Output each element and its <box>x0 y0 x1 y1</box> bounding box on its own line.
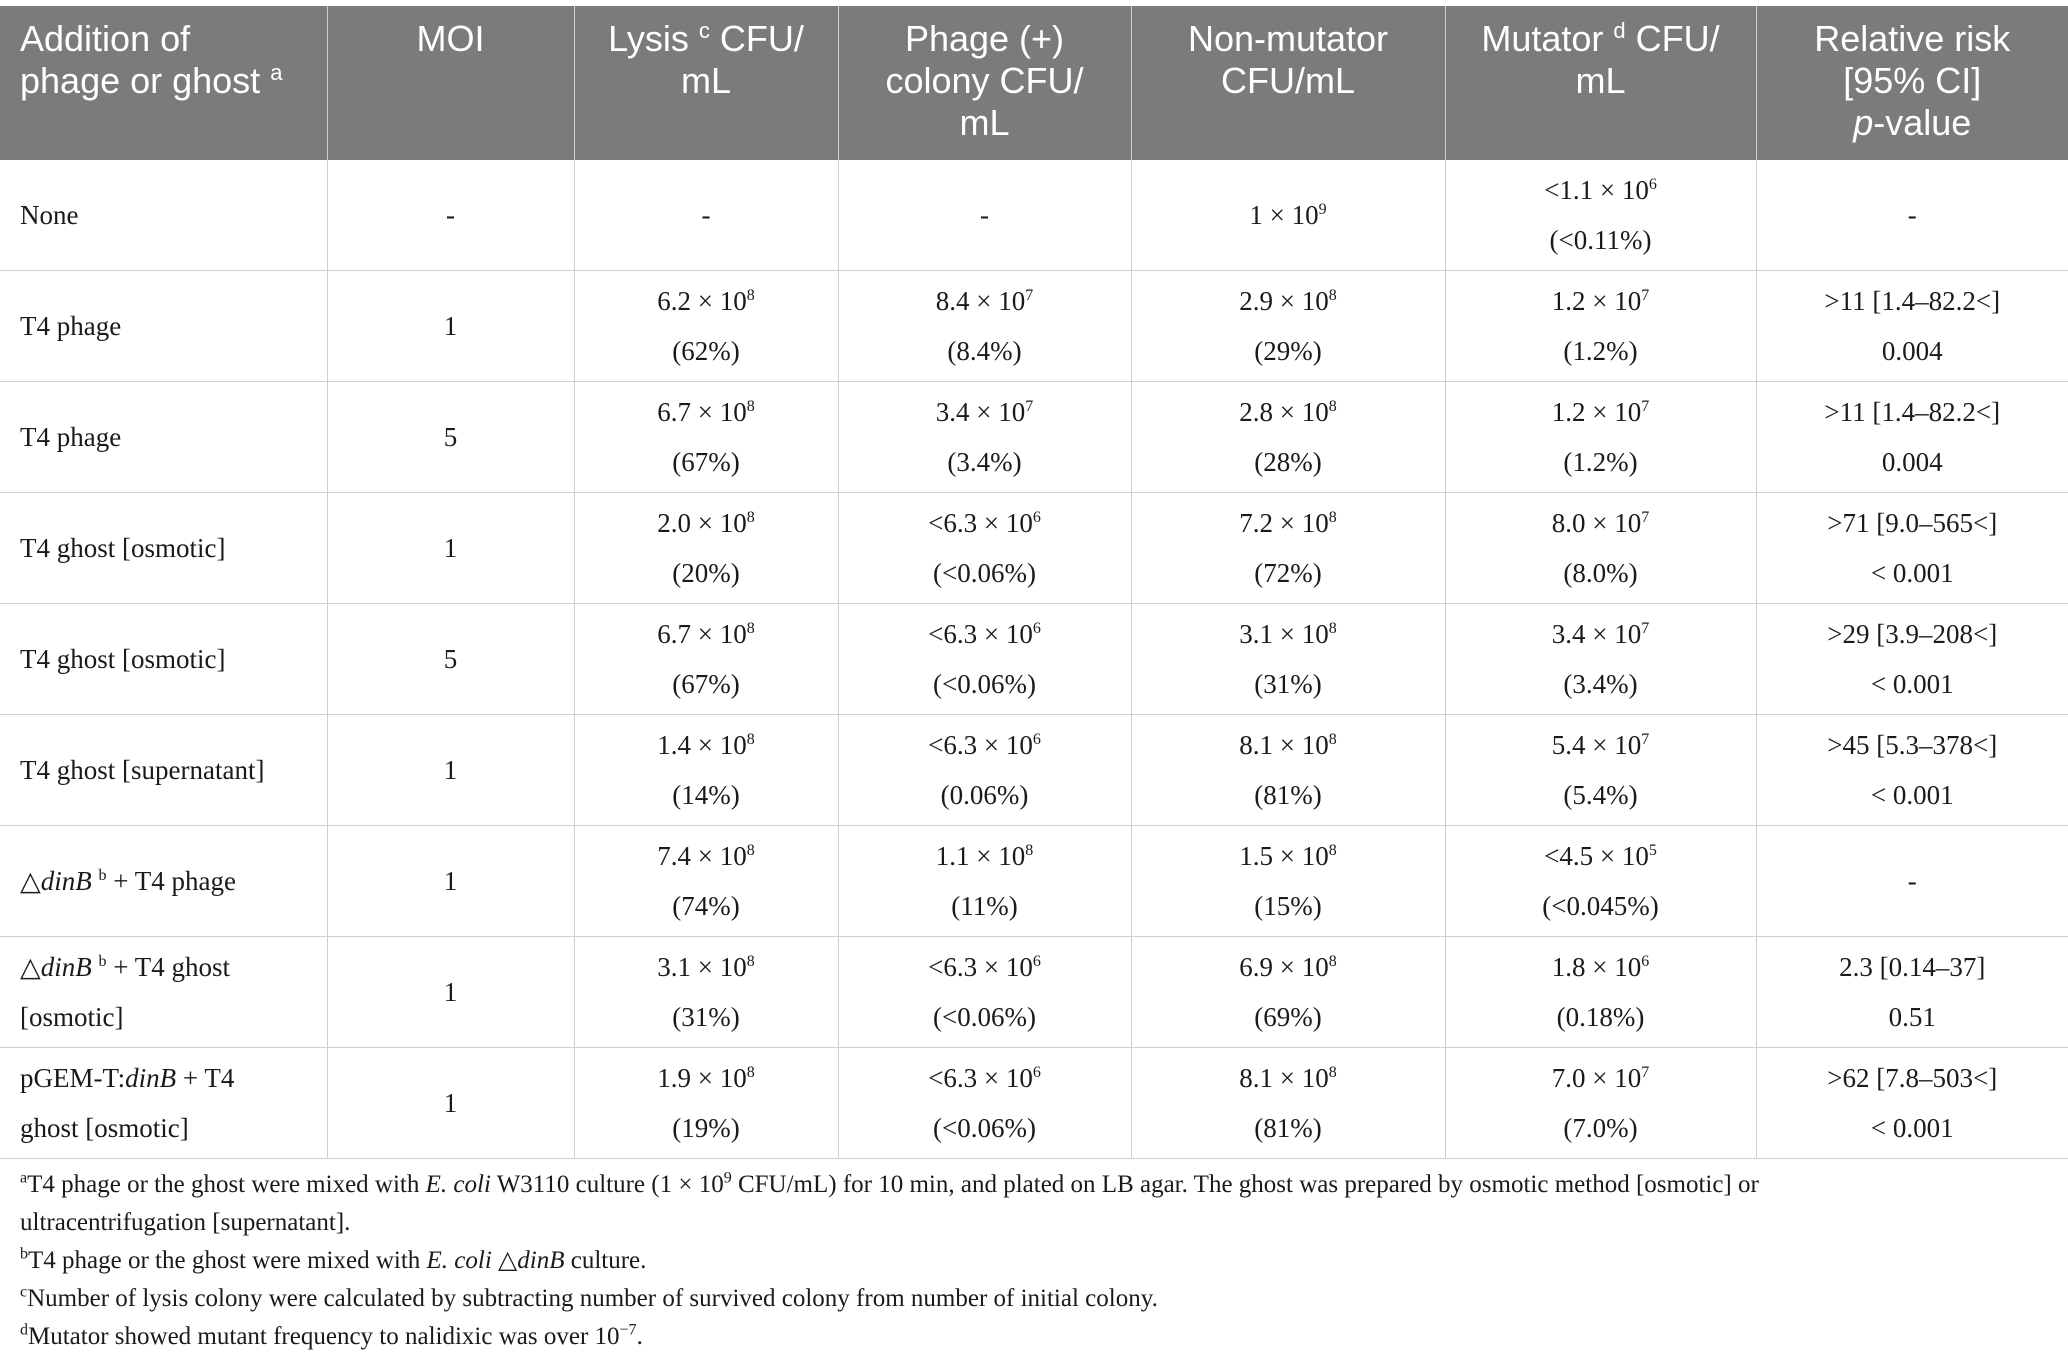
table-row <box>0 604 2068 715</box>
cell-non-mutator: $2.9 \times 10^8$ (29%) <box>1131 271 1445 382</box>
cell-phage-colony: - <box>838 160 1131 271</box>
footnote-a: $^a$T4 phage or the ghost were mixed with E. coli W3110 culture ($1 \times 10^9$ CFU/mL) for 10 min, and plated on LB agar. The ghost was prepared by osmotic method [osmotic] or <box>20 1169 1759 1198</box>
cell-non-mutator: $1 \times 10^9$ <box>1131 160 1445 271</box>
cell-moi: 1 <box>327 271 574 382</box>
cell-phage-colony: $1.1 \times 10^8$ (11%) <box>838 826 1131 937</box>
cell-addition: T4 phage <box>0 271 327 382</box>
cell-relative-risk: - <box>1756 826 2068 937</box>
cell-moi: 1 <box>327 826 574 937</box>
cell-non-mutator: $8.1 \times 10^8$ (81%) <box>1131 1048 1445 1159</box>
footnote-d: $^d$Mutator showed mutant frequency to nalidixic was over $10^{-7}$. <box>20 1321 643 1350</box>
cell-non-mutator: $1.5 \times 10^8$ (15%) <box>1131 826 1445 937</box>
cell-lysis: $6.7 \times 10^8$ (67%) <box>574 382 838 493</box>
cell-phage-colony: $<6.3 \times 10^6$ (<0.06%) <box>838 493 1131 604</box>
cell-addition: T4 ghost [osmotic] <box>0 604 327 715</box>
header-mutator-superscript: d <box>1613 18 1626 43</box>
cell-lysis: $3.1 \times 10^8$ (31%) <box>574 937 838 1048</box>
cell-mutator: $1.2 \times 10^7$ (1.2%) <box>1445 271 1756 382</box>
cell-relative-risk: >71 [9.0–565<] < 0.001 <box>1756 493 2068 604</box>
cell-moi: - <box>327 160 574 271</box>
cell-lysis: $7.4 \times 10^8$ (74%) <box>574 826 838 937</box>
table-row <box>0 1048 2068 1159</box>
cell-moi: 5 <box>327 382 574 493</box>
cell-mutator: $<1.1 \times 10^6$ (<0.11%) <box>1445 160 1756 271</box>
cell-phage-colony: $<6.3 \times 10^6$ (<0.06%) <box>838 937 1131 1048</box>
cell-moi: 1 <box>327 937 574 1048</box>
cell-moi: 1 <box>327 715 574 826</box>
cell-mutator: $1.2 \times 10^7$ (1.2%) <box>1445 382 1756 493</box>
cell-non-mutator: $7.2 \times 10^8$ (72%) <box>1131 493 1445 604</box>
cell-relative-risk: - <box>1756 160 2068 271</box>
cell-relative-risk: 2.3 [0.14–37] 0.51 <box>1756 937 2068 1048</box>
cell-mutator: $3.4 \times 10^7$ (3.4%) <box>1445 604 1756 715</box>
cell-lysis: $2.0 \times 10^8$ (20%) <box>574 493 838 604</box>
cell-addition: None <box>0 160 327 271</box>
header-moi: MOI <box>327 6 574 160</box>
cell-addition: △dinB $^b$ + T4 phage <box>0 826 327 937</box>
cell-lysis: $1.4 \times 10^8$ (14%) <box>574 715 838 826</box>
table-row <box>0 715 2068 826</box>
table-footnotes <box>20 1166 2060 1356</box>
cell-phage-colony: $<6.3 \times 10^6$ (0.06%) <box>838 715 1131 826</box>
header-addition: Addition of phage or ghost $^a$ <box>0 6 327 160</box>
header-relative-risk: Relative risk [95% CI] p-value <box>1756 6 2068 160</box>
table-row <box>0 493 2068 604</box>
header-addition-superscript: a <box>270 60 283 85</box>
header-phage-colony: Phage (+) colony CFU/ mL <box>838 6 1131 160</box>
cell-addition: T4 ghost [supernatant] <box>0 715 327 826</box>
table-row <box>0 271 2068 382</box>
header-lysis-superscript: c <box>698 18 710 43</box>
footnote-a-continued: ultracentrifugation [supernatant]. <box>20 1209 351 1236</box>
cell-mutator: $8.0 \times 10^7$ (8.0%) <box>1445 493 1756 604</box>
cell-mutator: $<4.5 \times 10^5$ (<0.045%) <box>1445 826 1756 937</box>
header-non-mutator: Non-mutator CFU/mL <box>1131 6 1445 160</box>
cell-phage-colony: $<6.3 \times 10^6$ (<0.06%) <box>838 1048 1131 1159</box>
cell-addition: T4 ghost [osmotic] <box>0 493 327 604</box>
cell-relative-risk: >11 [1.4–82.2<] 0.004 <box>1756 271 2068 382</box>
footnote-b: $^b$T4 phage or the ghost were mixed with E. coli △dinB culture. <box>20 1245 647 1274</box>
cell-moi: 1 <box>327 1048 574 1159</box>
header-mutator: Mutator $^d$ CFU/ mL <box>1445 6 1756 160</box>
cell-non-mutator: $8.1 \times 10^8$ (81%) <box>1131 715 1445 826</box>
footnote-c: $^c$Number of lysis colony were calculated by subtracting number of survived colony from number of initial colony. <box>20 1283 1158 1312</box>
cell-lysis: $6.2 \times 10^8$ (62%) <box>574 271 838 382</box>
table-row <box>0 382 2068 493</box>
cell-lysis: $6.7 \times 10^8$ (67%) <box>574 604 838 715</box>
cell-non-mutator: $2.8 \times 10^8$ (28%) <box>1131 382 1445 493</box>
cell-relative-risk: >11 [1.4–82.2<] 0.004 <box>1756 382 2068 493</box>
cell-lysis: - <box>574 160 838 271</box>
results-table <box>0 6 2068 1159</box>
header-row <box>0 6 2068 160</box>
table-row <box>0 160 2068 271</box>
cell-phage-colony: $<6.3 \times 10^6$ (<0.06%) <box>838 604 1131 715</box>
cell-mutator: $5.4 \times 10^7$ (5.4%) <box>1445 715 1756 826</box>
cell-phage-colony: $8.4 \times 10^7$ (8.4%) <box>838 271 1131 382</box>
cell-non-mutator: $6.9 \times 10^8$ (69%) <box>1131 937 1445 1048</box>
cell-addition: pGEM-T:dinB + T4 ghost [osmotic] <box>0 1048 327 1159</box>
cell-relative-risk: >45 [5.3–378<] < 0.001 <box>1756 715 2068 826</box>
cell-mutator: $1.8 \times 10^6$ (0.18%) <box>1445 937 1756 1048</box>
cell-relative-risk: >29 [3.9–208<] < 0.001 <box>1756 604 2068 715</box>
cell-moi: 5 <box>327 604 574 715</box>
table-row <box>0 937 2068 1048</box>
cell-addition: △dinB $^b$ + T4 ghost [osmotic] <box>0 937 327 1048</box>
header-lysis: Lysis $^c$ CFU/ mL <box>574 6 838 160</box>
cell-addition: T4 phage <box>0 382 327 493</box>
cell-non-mutator: $3.1 \times 10^8$ (31%) <box>1131 604 1445 715</box>
cell-moi: 1 <box>327 493 574 604</box>
cell-mutator: $7.0 \times 10^7$ (7.0%) <box>1445 1048 1756 1159</box>
table-row <box>0 826 2068 937</box>
cell-lysis: $1.9 \times 10^8$ (19%) <box>574 1048 838 1159</box>
cell-relative-risk: >62 [7.8–503<] < 0.001 <box>1756 1048 2068 1159</box>
cell-phage-colony: $3.4 \times 10^7$ (3.4%) <box>838 382 1131 493</box>
